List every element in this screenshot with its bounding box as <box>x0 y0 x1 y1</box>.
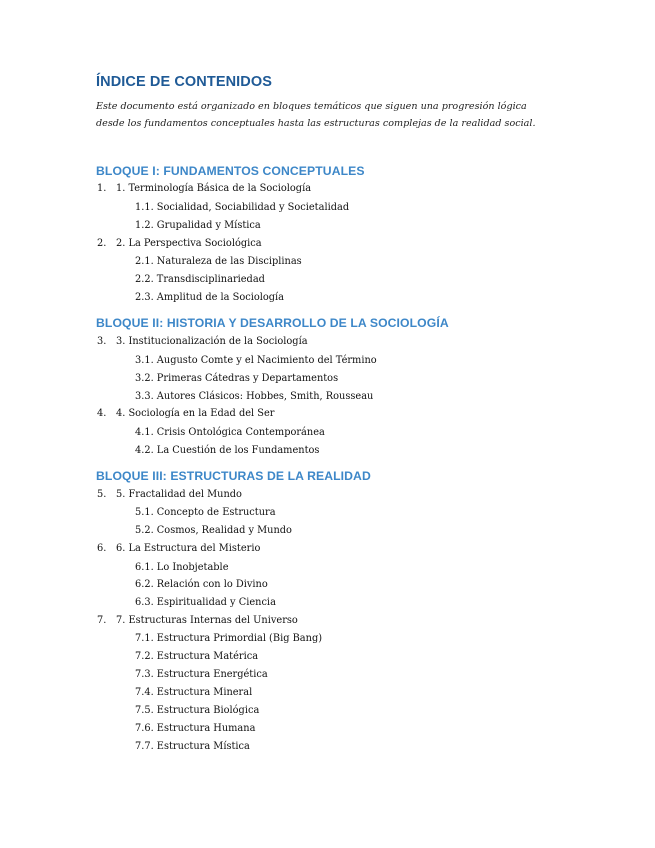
toc-subitem[interactable]: 3.2. Primeras Cátedras y Departamentos <box>135 373 339 384</box>
toc-item-number: 6. <box>97 543 107 554</box>
toc-subitem[interactable]: 7.7. Estructura Mística <box>135 741 250 752</box>
toc-subitem[interactable]: 1.2. Grupalidad y Mística <box>135 220 261 231</box>
toc-item-label: 7. Estructuras Internas del Universo <box>116 615 298 626</box>
toc-subitem[interactable]: 4.2. La Cuestión de los Fundamentos <box>135 445 320 456</box>
bloque-heading: BLOQUE I: FUNDAMENTOS CONCEPTUALES <box>96 164 365 178</box>
toc-subitem[interactable]: 2.1. Naturaleza de las Disciplinas <box>135 256 302 267</box>
toc-item-label: 6. La Estructura del Misterio <box>116 543 261 554</box>
toc-item-number: 1. <box>97 183 107 194</box>
toc-subitem[interactable]: 7.4. Estructura Mineral <box>135 687 253 698</box>
toc-item-label: 5. Fractalidad del Mundo <box>116 489 242 500</box>
toc-item[interactable] <box>97 336 308 347</box>
toc-item-label: 3. Institucionalización de la Sociología <box>116 336 308 347</box>
toc-subitem[interactable]: 5.2. Cosmos, Realidad y Mundo <box>135 525 292 536</box>
toc-item[interactable] <box>97 408 274 419</box>
toc-item-number: 4. <box>97 408 107 419</box>
toc-subitem[interactable]: 5.1. Concepto de Estructura <box>135 507 276 518</box>
toc-item[interactable] <box>97 543 260 554</box>
toc-item-number: 7. <box>97 615 107 626</box>
toc-subitem[interactable]: 6.2. Relación con lo Divino <box>135 579 268 590</box>
toc-subitem[interactable]: 6.1. Lo Inobjetable <box>135 562 229 573</box>
toc-item-label: 4. Sociología en la Edad del Ser <box>116 408 275 419</box>
toc-item[interactable] <box>97 615 298 626</box>
toc-item-number: 3. <box>97 336 107 347</box>
bloque-heading: BLOQUE III: ESTRUCTURAS DE LA REALIDAD <box>96 469 371 483</box>
toc-item-label: 1. Terminología Básica de la Sociología <box>116 183 312 194</box>
toc-subitem[interactable]: 7.6. Estructura Humana <box>135 723 256 734</box>
toc-subitem[interactable]: 3.1. Augusto Comte y el Nacimiento del Término <box>135 355 377 366</box>
toc-subitem[interactable]: 6.3. Espiritualidad y Ciencia <box>135 597 276 608</box>
toc-item-number: 2. <box>97 238 107 249</box>
toc-subitem[interactable]: 7.2. Estructura Matérica <box>135 651 259 662</box>
toc-subitem[interactable]: 7.3. Estructura Energética <box>135 669 268 680</box>
toc-subitem[interactable]: 1.1. Socialidad, Sociabilidad y Societalidad <box>135 202 350 213</box>
toc-subitem[interactable]: 7.1. Estructura Primordial (Big Bang) <box>135 633 323 644</box>
page-title: ÍNDICE DE CONTENIDOS <box>96 74 273 90</box>
toc-item-number: 5. <box>97 489 107 500</box>
toc-subitem[interactable]: 2.2. Transdisciplinariedad <box>135 274 265 285</box>
toc-subitem[interactable]: 2.3. Amplitud de la Sociología <box>135 292 285 303</box>
toc-item[interactable] <box>97 489 242 500</box>
bloque-heading: BLOQUE II: HISTORIA Y DESARROLLO DE LA SOCIOLOGÍA <box>96 316 449 330</box>
toc-item-label: 2. La Perspectiva Sociológica <box>116 238 262 249</box>
toc-item[interactable] <box>97 183 311 194</box>
toc-subitem[interactable]: 4.1. Crisis Ontológica Contemporánea <box>135 427 325 438</box>
toc-subitem[interactable]: 3.3. Autores Clásicos: Hobbes, Smith, Rousseau <box>135 391 374 402</box>
intro-paragraph: Este documento está organizado en bloques temáticos que siguen una progresión lógica desde los fundamentos conceptuales hasta las estructuras complejas de la realidad social. <box>96 101 536 129</box>
toc-item[interactable] <box>97 238 262 249</box>
toc-subitem[interactable]: 7.5. Estructura Biológica <box>135 705 260 716</box>
